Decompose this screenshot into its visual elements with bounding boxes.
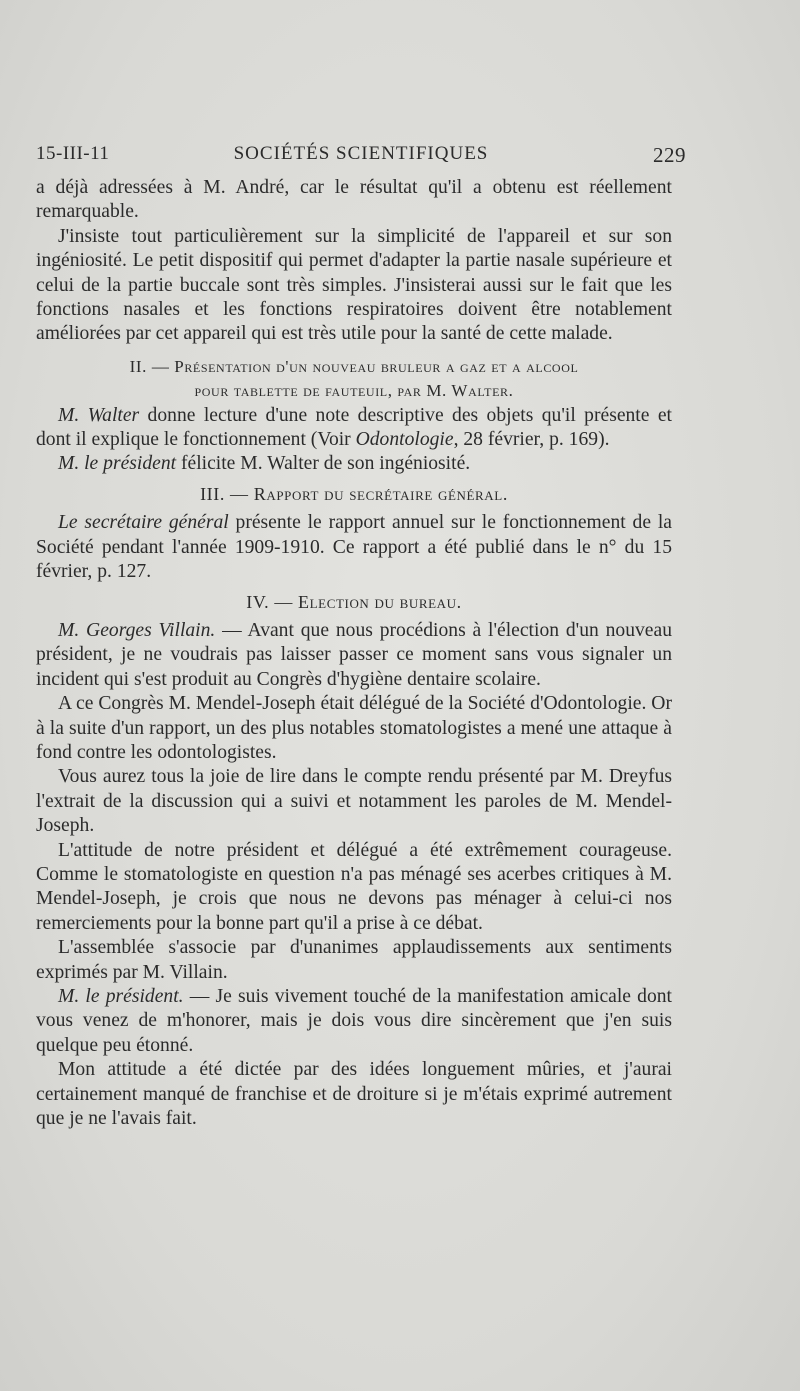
journal-title: Odontologie [355,429,454,451]
paragraph-5 [36,511,672,584]
paragraph-8: Vous aurez tous la joie de lire dans le compte rendu présenté par M. Dreyfus l'extrait de la discussion qui a suivi et notamment les paroles de M. Mendel-Joseph. [36,766,672,837]
section-heading-2-line-2: pour tablette de fauteuil, par M. Walter. [194,381,514,401]
section-heading-2-line-1: II. — Présentation d'un nouveau bruleur a gaz et a alcool [129,356,579,376]
paragraph-text: , 28 février, p. 169). [453,429,610,451]
paragraph-text: — Je suis vivement touché de la manifestation amicale dont vous venez de m'honorer, mais je dois vous dire sincèrement que j'en suis quelque peu étonné. [36,986,672,1056]
speaker-name: M. le président [58,453,177,475]
page-body [36,176,672,1131]
paragraph-12: Mon attitude a été dictée par des idées longuement mûries, et j'aurai certainement manqué de franchise et de droiture si je m'étais exprimé autrement que je ne l'avais fait. [36,1059,672,1130]
header-title: SOCIÉTÉS SCIENTIFIQUES [233,143,489,164]
paragraph-9: L'attitude de notre président et délégué a été extrêmement courageuse. Comme le stomatologiste en question n'a pas ménagé ses acerbes critiques à M. Mendel-Joseph, je crois que nous ne devons pas ménager à celui-ci nos remerciements pour la bonne part qu'il a prise à ce débat. [36,839,672,934]
paragraph-7: A ce Congrès M. Mendel-Joseph était délégué de la Société d'Odontologie. Or à la suite d'un rapport, un des plus notables stomatologistes a mené une attaque à fond contre les odontologistes. [36,693,672,763]
paragraph-2: J'insiste tout particulièrement sur la simplicité de l'appareil et sur son ingéniosité. Le petit dispositif qui permet d'adapter la partie nasale supérieure et celui de la partie buccale sont très simples. J'insisterai aussi sur le fait que les fonctions nasales et les fonctions respiratoires doivent être notablement améliorées par cet appareil qui est très utile pour la santé de cette malade. [36,225,672,345]
header-date: 15-III-11 [36,143,110,164]
section-heading-2 [36,355,672,404]
paragraph-text: — Avant que nous procédions à l'élection d'un nouveau président, je ne voudrais pas laisser passer ce moment sans vous signaler un incident qui s'est produit au Congrès d'hygiène dentaire scolaire. [36,619,672,690]
paragraph-text: présente le rapport annuel sur le fonctionnement de la Société pendant l'année 1909-1910. Ce rapport a été publié dans le n° du 15 février, p. 127. [36,512,672,583]
paragraph-text: donne lecture d'une note descriptive des objets qu'il présente et dont il explique le fonctionnement (Voir [36,404,672,451]
speaker-name: M. Georges Villain. [58,619,216,641]
speaker-name: M. le président. [58,986,184,1007]
section-heading-4: IV. — Election du bureau. [246,591,462,612]
paragraph-text: félicite M. Walter de son ingéniosité. [176,453,471,475]
speaker-name: M. Walter [58,404,140,426]
speaker-name: Le secrétaire général [58,512,229,534]
paragraph-1: a déjà adressées à M. André, car le résultat qu'il a obtenu est réellement remarquable. [36,177,672,223]
page-number: 229 [653,143,686,167]
section-heading-3: III. — Rapport du secrétaire général. [200,483,508,504]
paragraph-6 [36,619,672,692]
paragraph-11 [36,985,672,1058]
paragraph-4 [36,452,672,476]
paragraph-10: L'assemblée s'associe par d'unanimes applaudissements aux sentiments exprimés par M. Villain. [36,937,672,983]
running-header [36,143,686,173]
paragraph-3 [36,404,672,453]
